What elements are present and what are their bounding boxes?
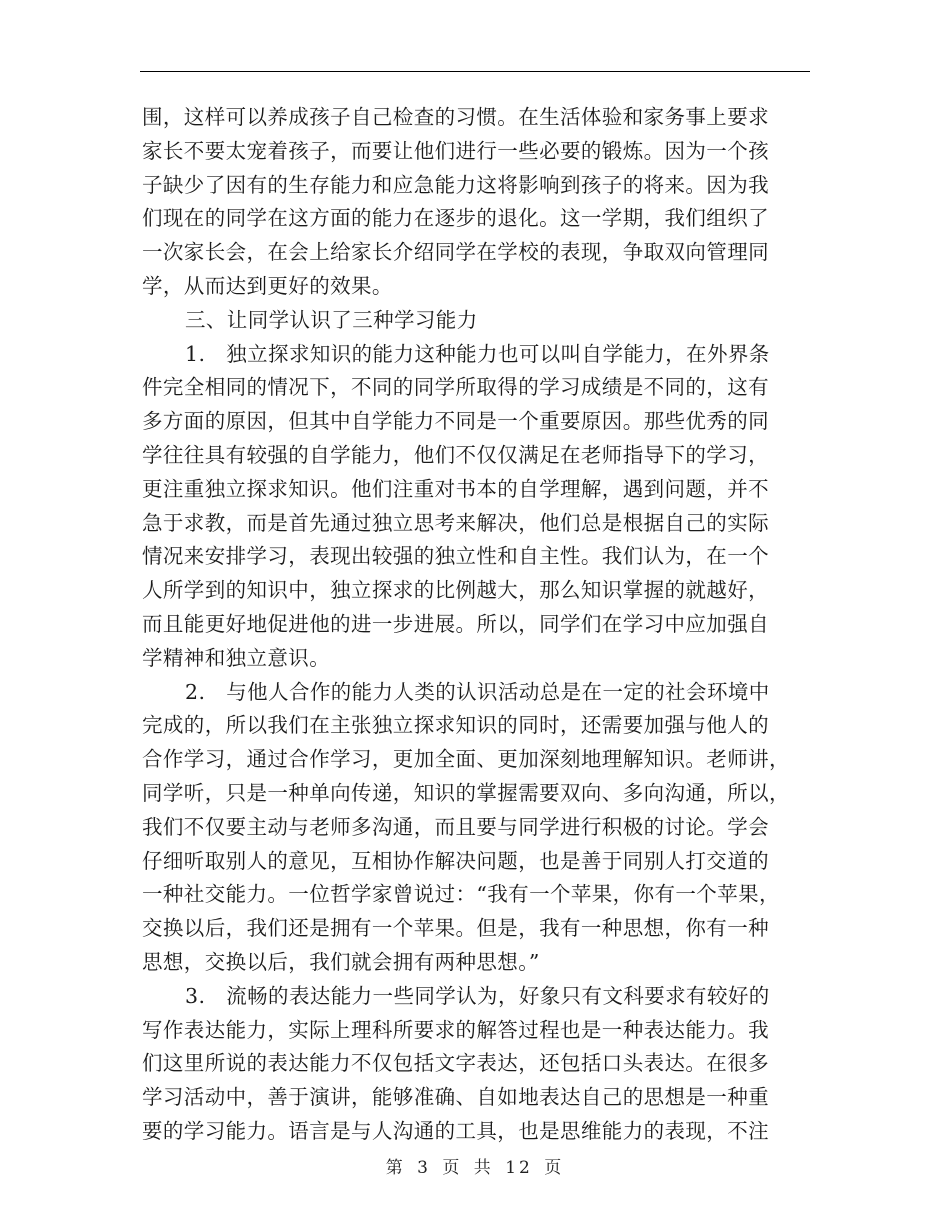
header-rule <box>140 71 810 72</box>
text-line: 我们不仅要主动与老师多沟通，而且要与同学进行积极的讨论。学会 <box>142 814 769 839</box>
text-line: 同学听，只是一种单向传递，知识的掌握需要双向、多向沟通，所以， <box>142 780 790 805</box>
text-line: 写作表达能力，实际上理科所要求的解答过程也是一种表达能力。我 <box>142 1017 769 1042</box>
text-line: 学，从而达到更好的效果。 <box>142 273 393 298</box>
text-line: 学精神和独立意识。 <box>142 645 331 670</box>
text-line: 要的学习能力。语言是与人沟通的工具，也是思维能力的表现，不注 <box>142 1118 769 1143</box>
text-line: 人所学到的知识中，独立探求的比例越大，那么知识掌握的就越好， <box>142 578 769 603</box>
text-line: 仔细听取别人的意见，互相协作解决问题，也是善于同别人打交道的 <box>142 848 769 873</box>
text-line: 一次家长会，在会上给家长介绍同学在学校的表现，争取双向管理同 <box>142 240 769 265</box>
text-line: 而且能更好地促进他的进一步进展。所以，同学们在学习中应加强自 <box>142 611 769 636</box>
text-line: 情况来安排学习，表现出较强的独立性和自主性。我们认为，在一个 <box>142 544 769 569</box>
text-line: 学习活动中，善于演讲，能够准确、自如地表达自己的思想是一种重 <box>142 1085 769 1110</box>
text-line: 学往往具有较强的自学能力，他们不仅仅满足在老师指导下的学习， <box>142 442 769 467</box>
document-body <box>142 101 810 1149</box>
text-line: 急于求教，而是首先通过独立思考来解决，他们总是根据自己的实际 <box>142 510 769 535</box>
text-line: 三、让同学认识了三种学习能力 <box>185 307 478 332</box>
text-line: 件完全相同的情况下，不同的同学所取得的学习成绩是不同的，这有 <box>142 375 769 400</box>
text-line: 3. 流畅的表达能力一些同学认为，好象只有文科要求有较好的 <box>185 983 770 1008</box>
text-line: 围，这样可以养成孩子自己检查的习惯。在生活体验和家务事上要求 <box>142 105 769 129</box>
text-line: 们现在的同学在这方面的能力在逐步的退化。这一学期，我们组织了 <box>142 206 769 231</box>
text-line: 更注重独立探求知识。他们注重对书本的自学理解，遇到问题，并不 <box>142 476 769 501</box>
text-line: 完成的，所以我们在主张独立探求知识的同时，还需要加强与他人的 <box>142 713 769 738</box>
text-line: 一种社交能力。一位哲学家曾说过：“我有一个苹果，你有一个苹果， <box>142 882 780 907</box>
text-line: 多方面的原因，但其中自学能力不同是一个重要原因。那些优秀的同 <box>142 409 769 434</box>
text-line: 家长不要太宠着孩子，而要让他们进行一些必要的锻炼。因为一个孩 <box>142 138 769 163</box>
page-number: 第 3 页 共 12 页 <box>385 1158 565 1178</box>
text-line: 1. 独立探求知识的能力这种能力也可以叫自学能力，在外界条 <box>185 341 770 366</box>
text-line: 交换以后，我们还是拥有一个苹果。但是，我有一种思想，你有一种 <box>142 916 769 941</box>
text-line: 子缺少了因有的生存能力和应急能力这将影响到孩子的将来。因为我 <box>142 172 769 197</box>
text-line: 们这里所说的表达能力不仅包括文字表达，还包括口头表达。在很多 <box>142 1051 769 1076</box>
text-line: 合作学习，通过合作学习，更加全面、更加深刻地理解知识。老师讲， <box>142 747 790 772</box>
text-line: 2. 与他人合作的能力人类的认识活动总是在一定的社会环境中 <box>185 679 770 704</box>
text-line: 思想，交换以后，我们就会拥有两种思想。” <box>142 949 540 974</box>
